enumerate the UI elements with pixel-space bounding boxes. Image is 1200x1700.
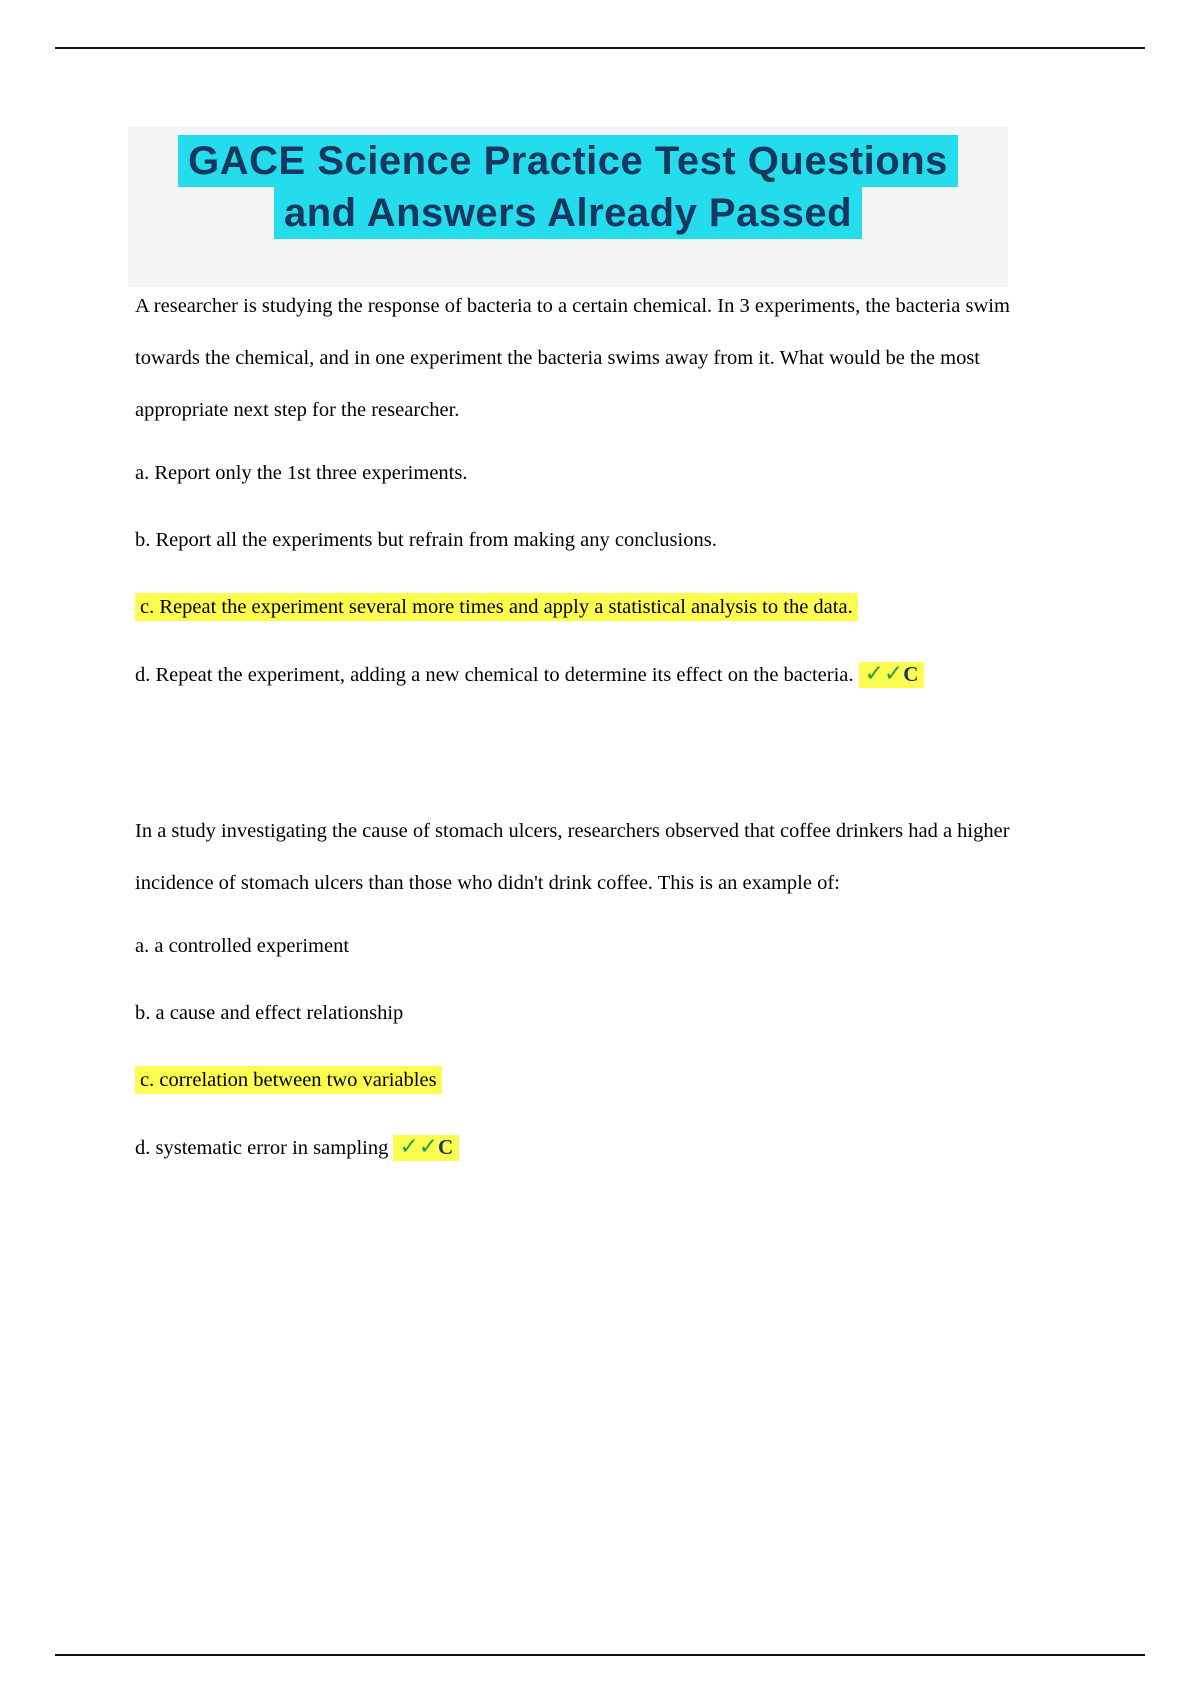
correct-answer-mark	[393, 1135, 459, 1161]
answer-option	[135, 458, 1040, 488]
question-spacer	[135, 727, 1040, 805]
option-label: a. Report only the 1st three experiments.	[135, 462, 468, 484]
title-panel	[128, 127, 1008, 287]
page-title-line-1: GACE Science Practice Test Questions	[178, 135, 958, 187]
correct-answer-mark	[859, 662, 925, 688]
answer-option-highlighted	[135, 592, 1040, 622]
option-label: d. systematic error in sampling	[135, 1137, 389, 1159]
answer-option-highlighted	[135, 1065, 1040, 1095]
option-label: d. Repeat the experiment, adding a new chemical to determine its effect on the bacteria.	[135, 664, 854, 686]
option-label-highlighted: c. correlation between two variables	[135, 1066, 442, 1094]
question-text: A researcher is studying the response of bacteria to a certain chemical. In 3 experiments, the bacteria swim towards the chemical, and in one experiment the bacteria swims away from it. What would be the most appropriate next step for the researcher.	[135, 295, 1010, 421]
option-label: b. Report all the experiments but refrain from making any conclusions.	[135, 529, 717, 551]
answer-option	[135, 525, 1040, 555]
checkmark-icon: ✓✓	[864, 661, 904, 687]
bottom-divider	[55, 1654, 1145, 1656]
checkmark-icon: ✓✓	[399, 1134, 439, 1160]
page-title-line-2: and Answers Already Passed	[274, 187, 862, 239]
option-label: b. a cause and effect relationship	[135, 1002, 404, 1024]
option-label-highlighted: c. Repeat the experiment several more times and apply a statistical analysis to the data.	[135, 593, 858, 621]
answer-option	[135, 1132, 1040, 1163]
correct-answer-letter: C	[438, 1135, 454, 1159]
document-content	[135, 280, 1040, 1200]
answer-option	[135, 998, 1040, 1028]
option-label: a. a controlled experiment	[135, 935, 350, 957]
top-divider	[55, 47, 1145, 49]
answer-option	[135, 931, 1040, 961]
answer-option	[135, 659, 1040, 690]
correct-answer-letter: C	[903, 662, 919, 686]
question-text: In a study investigating the cause of stomach ulcers, researchers observed that coffee drinkers had a higher incidence of stomach ulcers than those who didn't drink coffee. This is an example of:	[135, 820, 1010, 894]
